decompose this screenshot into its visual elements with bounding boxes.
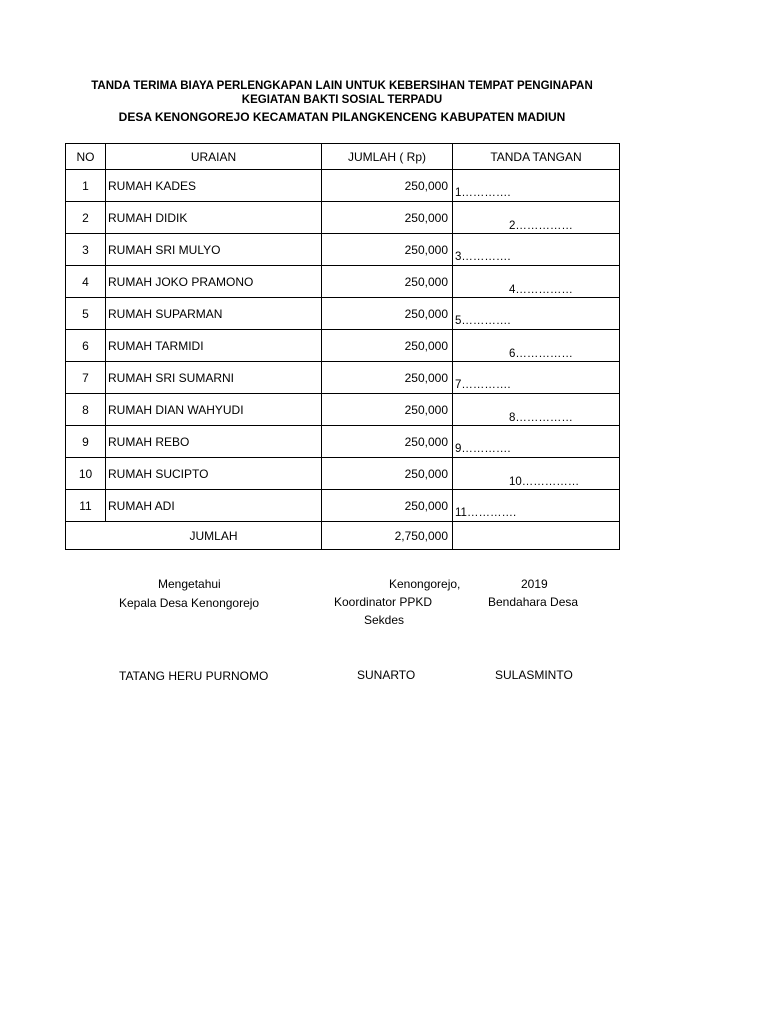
- row-uraian: RUMAH REBO: [106, 426, 322, 458]
- row-number: 7: [66, 362, 106, 394]
- row-jumlah: 250,000: [322, 330, 453, 362]
- total-signature-cell: [453, 522, 620, 550]
- row-uraian: RUMAH SRI MULYO: [106, 234, 322, 266]
- row-number: 9: [66, 426, 106, 458]
- row-signature-cell: [453, 266, 620, 298]
- signatory-kepala-desa: TATANG HERU PURNOMO: [119, 669, 269, 683]
- column-header-uraian: URAIAN: [106, 144, 322, 170]
- row-jumlah: 250,000: [322, 426, 453, 458]
- row-number: 5: [66, 298, 106, 330]
- document-subtitle: KEGIATAN BAKTI SOSIAL TERPADU: [241, 94, 443, 106]
- total-value: 2,750,000: [322, 522, 453, 550]
- row-signature-cell: [453, 458, 620, 490]
- signature-line: 4……………: [509, 284, 573, 296]
- total-label: JUMLAH: [106, 522, 322, 550]
- row-jumlah: 250,000: [322, 362, 453, 394]
- row-uraian: RUMAH DIAN WAHYUDI: [106, 394, 322, 426]
- table-row: [66, 234, 620, 266]
- signature-line: 11………….: [455, 507, 517, 519]
- signature-line: 2……………: [509, 220, 573, 232]
- row-uraian: RUMAH JOKO PRAMONO: [106, 266, 322, 298]
- signature-line: 9………….: [455, 443, 511, 455]
- document-location: DESA KENONGOREJO KECAMATAN PILANGKENCENG KABUPATEN MADIUN: [118, 110, 566, 124]
- row-uraian: RUMAH SRI SUMARNI: [106, 362, 322, 394]
- row-signature-cell: [453, 298, 620, 330]
- row-uraian: RUMAH DIDIK: [106, 202, 322, 234]
- row-jumlah: 250,000: [322, 234, 453, 266]
- row-number: 11: [66, 490, 106, 522]
- row-number: 1: [66, 170, 106, 202]
- row-signature-cell: [453, 426, 620, 458]
- kepala-desa-title: Kepala Desa Kenongorejo: [119, 596, 260, 610]
- row-jumlah: 250,000: [322, 266, 453, 298]
- koordinator-title: Koordinator PPKD: [334, 595, 433, 609]
- signature-line: 7………….: [455, 379, 511, 391]
- row-number: 3: [66, 234, 106, 266]
- table-row: [66, 202, 620, 234]
- table-row: [66, 426, 620, 458]
- row-signature-cell: [453, 490, 620, 522]
- row-signature-cell: [453, 234, 620, 266]
- row-number: 10: [66, 458, 106, 490]
- table-row: [66, 330, 620, 362]
- row-jumlah: 250,000: [322, 170, 453, 202]
- row-jumlah: 250,000: [322, 394, 453, 426]
- row-signature-cell: [453, 330, 620, 362]
- table-row: [66, 394, 620, 426]
- mengetahui-label: Mengetahui: [158, 577, 221, 591]
- row-uraian: RUMAH SUCIPTO: [106, 458, 322, 490]
- total-blank-cell: [66, 522, 106, 550]
- signature-line: 10……………: [509, 476, 580, 488]
- row-jumlah: 250,000: [322, 298, 453, 330]
- row-signature-cell: [453, 202, 620, 234]
- row-number: 8: [66, 394, 106, 426]
- bendahara-title: Bendahara Desa: [488, 595, 579, 609]
- table-row: [66, 170, 620, 202]
- document-title: TANDA TERIMA BIAYA PERLENGKAPAN LAIN UNTUK KEBERSIHAN TEMPAT PENGINAPAN: [91, 80, 593, 92]
- row-uraian: RUMAH SUPARMAN: [106, 298, 322, 330]
- row-number: 2: [66, 202, 106, 234]
- signature-line: 8……………: [509, 412, 573, 424]
- row-jumlah: 250,000: [322, 458, 453, 490]
- sekdes-label: Sekdes: [364, 613, 405, 627]
- signatory-bendahara: SULASMINTO: [495, 668, 573, 682]
- place-label: Kenongorejo,: [389, 577, 461, 591]
- signature-line: 1………….: [455, 187, 511, 199]
- signature-line: 3………….: [455, 251, 511, 263]
- row-number: 6: [66, 330, 106, 362]
- table-row: [66, 458, 620, 490]
- signature-line: 5………….: [455, 315, 511, 327]
- row-number: 4: [66, 266, 106, 298]
- row-jumlah: 250,000: [322, 202, 453, 234]
- column-header-tanda-tangan: TANDA TANGAN: [453, 144, 620, 170]
- row-uraian: RUMAH ADI: [106, 490, 322, 522]
- total-row: [66, 522, 620, 550]
- table-row: [66, 490, 620, 522]
- row-uraian: RUMAH KADES: [106, 170, 322, 202]
- signature-line: 6……………: [509, 348, 573, 360]
- row-jumlah: 250,000: [322, 490, 453, 522]
- column-header-jumlah: JUMLAH ( Rp): [322, 144, 453, 170]
- signatory-koordinator: SUNARTO: [357, 668, 416, 682]
- table-row: [66, 298, 620, 330]
- row-signature-cell: [453, 362, 620, 394]
- year-label: 2019: [521, 577, 548, 591]
- table-header-row: [66, 144, 620, 170]
- receipt-table: [65, 143, 620, 550]
- table-row: [66, 362, 620, 394]
- row-signature-cell: [453, 170, 620, 202]
- row-signature-cell: [453, 394, 620, 426]
- row-uraian: RUMAH TARMIDI: [106, 330, 322, 362]
- table-row: [66, 266, 620, 298]
- column-header-no: NO: [66, 144, 106, 170]
